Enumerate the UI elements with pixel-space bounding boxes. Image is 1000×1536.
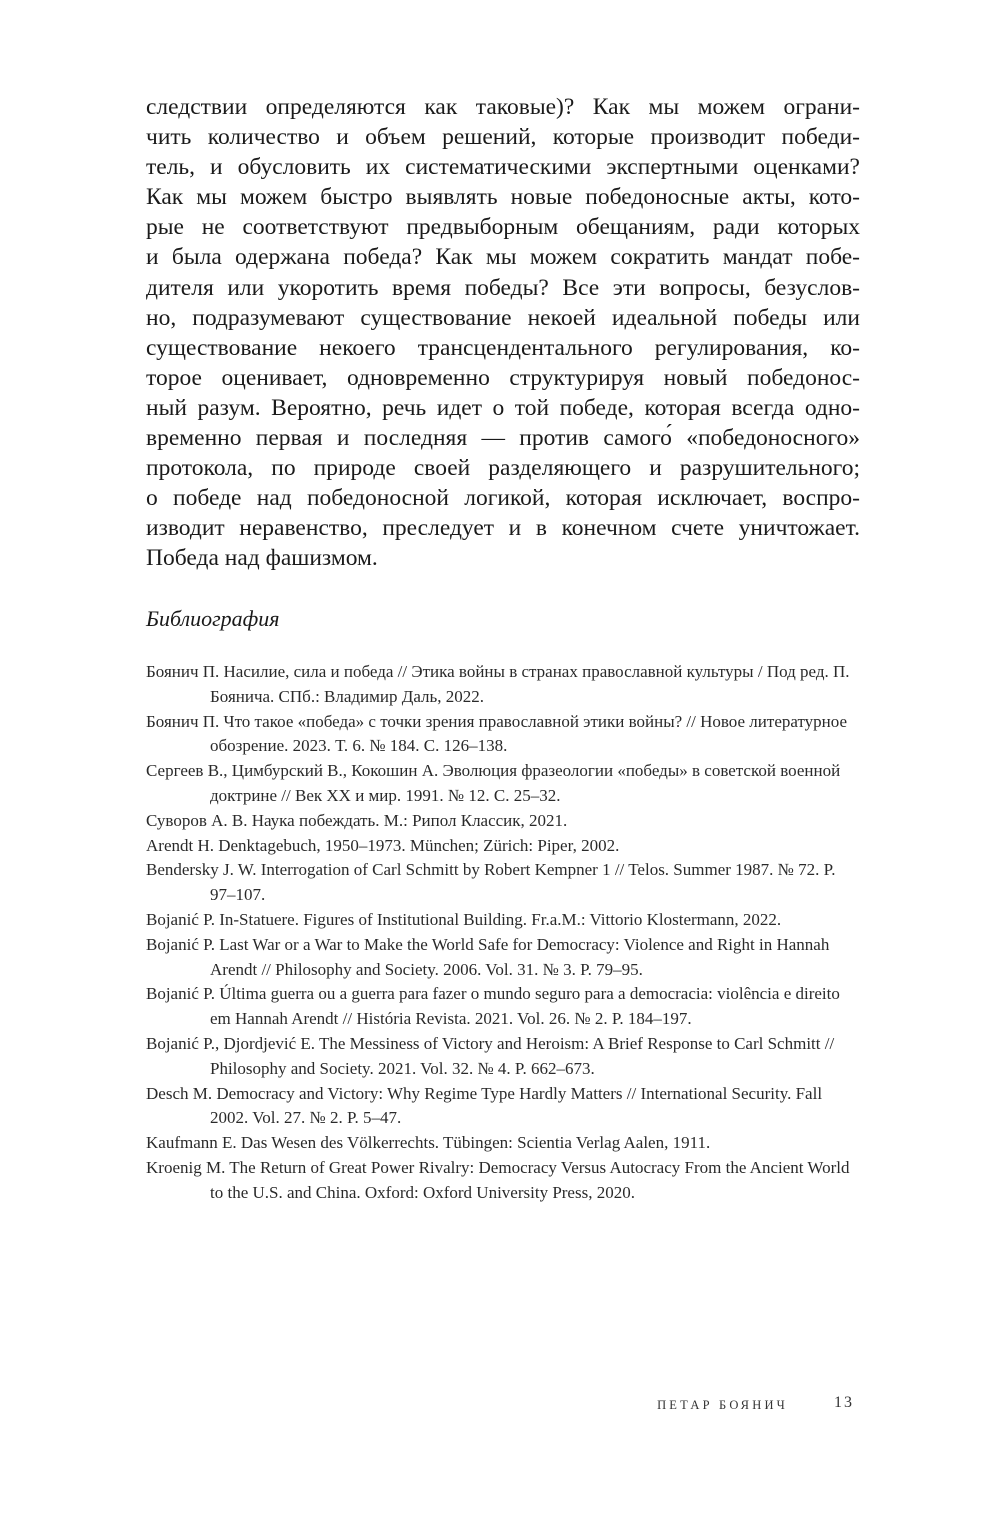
bibliography-list	[146, 660, 858, 1206]
bibliography-heading: Библиография	[146, 606, 280, 631]
bibliography-entry: Bendersky J. W. Interrogation of Carl Schmitt by Robert Kempner 1 // Telos. Summer 1987. № 72. P. 97–107.	[146, 860, 836, 905]
body-line: Победа над фашизмом.	[146, 545, 378, 572]
page-footer	[0, 1394, 1000, 1418]
body-line: временно первая и последняя — против самого́ «победоносного»	[146, 425, 860, 452]
bibliography-entry: Kroenig M. The Return of Great Power Rivalry: Democracy Versus Autocracy From the Ancient World to the U.S. and China. Oxford: Oxford University Press, 2020.	[146, 1157, 850, 1202]
bibliography-entry: Bojanić P. Last War or a War to Make the World Safe for Democracy: Violence and Right in Hannah Arendt // Philosophy and Society. 2006. Vol. 31. № 3. P. 79–95.	[146, 934, 830, 979]
bibliography-entry: Desch M. Democracy and Victory: Why Regime Type Hardly Matters // International Security. Fall 2002. Vol. 27. № 2. P. 5–47.	[146, 1083, 823, 1128]
body-line: существование некоего трансцендентального регулирования, ко-	[146, 334, 860, 361]
bibliography-entry: Суворов А. В. Наука побеждать. М.: Рипол Классик, 2021.	[146, 810, 568, 830]
body-line: ный разум. Вероятно, речь идет о той победе, которая всегда одно-	[146, 394, 860, 421]
page-number: 13	[834, 1394, 854, 1411]
body-line: дителя или укоротить время победы? Все эти вопросы, безуслов-	[146, 274, 860, 301]
body-line: изводит неравенство, преследует и в конечном счете уничтожает.	[146, 515, 860, 542]
bibliography-entry: Сергеев В., Цимбурский В., Кокошин А. Эволюция фразеологии «победы» в советской военной доктрине // Век XX и мир. 1991. № 12. С. 25–32.	[146, 761, 841, 805]
body-line: чить количество и объем решений, которые производит победи-	[146, 124, 860, 151]
body-line: рые не соответствуют предвыборным обещаниям, ради которых	[146, 214, 860, 241]
bibliography-entry: Kaufmann E. Das Wesen des Völkerrechts. Tübingen: Scientia Verlag Aalen, 1911.	[146, 1133, 711, 1153]
bibliography-entry: Боянич П. Что такое «победа» с точки зрения православной этики войны? // Новое литературное обозрение. 2023. Т. 6. № 184. С. 126–138.	[146, 711, 848, 756]
bibliography-entry: Bojanić P. Última guerra ou a guerra para fazer o mundo seguro para a democracia: violência e direito em Hannah Arendt // História Revista. 2021. Vol. 26. № 2. P. 184–197.	[146, 984, 840, 1029]
body-line: Как мы можем быстро выявлять новые победоносные акты, кото-	[146, 184, 860, 211]
body-line: но, подразумевают существование некоей идеальной победы или	[146, 304, 860, 331]
body-line: тель, и обусловить их систематическими экспертными оценками?	[146, 154, 860, 181]
bibliography-entry: Bojanić P., Djordjević E. The Messiness of Victory and Heroism: A Brief Response to Carl Schmitt // Philosophy and Society. 2021. Vol. 32. № 4. P. 662–673.	[146, 1033, 835, 1078]
body-line: о победе над победоносной логикой, которая исключает, воспро-	[146, 485, 860, 512]
body-paragraph	[146, 92, 860, 574]
body-line: торое оценивает, одновременно структурируя новый победонос-	[146, 364, 860, 391]
running-head: ПЕТАР БОЯНИЧ	[657, 1398, 788, 1412]
bibliography-entry: Bojanić P. In-Statuere. Figures of Institutional Building. Fr.a.M.: Vittorio Klostermann, 2022.	[146, 909, 782, 929]
body-line: протокола, по природе своей разделяющего и разрушительного;	[146, 455, 860, 482]
bibliography-entry: Arendt H. Denktagebuch, 1950–1973. München; Zürich: Piper, 2002.	[146, 835, 620, 855]
body-line: следствии определяются как таковые)? Как мы можем ограни-	[146, 94, 860, 120]
body-line: и была одержана победа? Как мы можем сократить мандат побе-	[146, 244, 860, 271]
bibliography-entry: Боянич П. Насилие, сила и победа // Этика войны в странах православной культуры / Под ред. П. Боянича. СПб.: Владимир Даль, 2022.	[146, 662, 850, 706]
